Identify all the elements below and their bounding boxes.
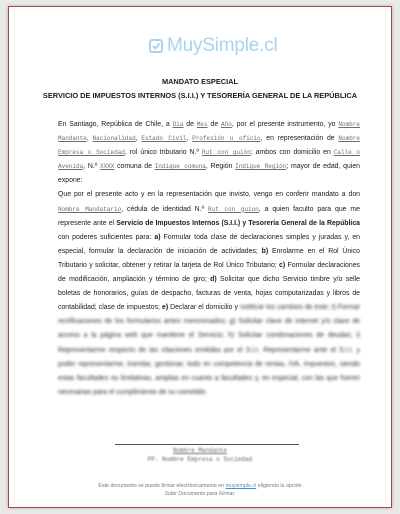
paragraph-intro: En Santiago, República de Chile, a Día de Mes de Año, por el presente instrumento, yo Nombre Mandante, Nacionalidad, Estado Civil, Profesión u oficio, en representación de Nombre Empresa o Sociedad, rol único tributario N.º Rut con guión; ambos con domicilio en Calle o Avenida, N.º XXXX comuna de Indique comuna, Región Indique Región; mayor de edad, quien expone: [58,121,360,185]
signature-line [115,444,299,445]
field-profesion[interactable]: Profesión u oficio [192,135,261,143]
document-title: MANDATO ESPECIAL [161,77,239,86]
footer-option: Subir Documento para Firmar. [164,491,236,497]
document-page [8,6,392,508]
field-estado-civil[interactable]: Estado Civil [141,135,187,143]
logo-icon [149,39,163,53]
field-empresa[interactable]: Nombre Empresa o Sociedad [58,135,360,157]
field-region[interactable]: Indique Región [235,163,287,171]
field-mes[interactable]: Mes [196,121,208,128]
field-mandatario[interactable]: Nombre Mandatario [58,205,122,213]
document-subtitle: SERVICIO DE IMPUESTOS INTERNOS (S.I.I.) Y TESORERÍA GENERAL DE LA REPÚBLICA [42,91,358,100]
field-calle[interactable]: Calle o Avenida [58,149,360,171]
blurred-preview-text: notificar los cambios de éste; f) Formar rectificaciones de los formularios antes mencionados; g) Solicitar clave de internet y/o clave de acceso a la página web que mantiene el Servicio; h) Solicitar condonaciones de deudas; i) Representarme respecto de las citaciones emitidas por el S.I.I. Representarme ante el S.I.I. y poder representarme, tramitar, gestionar, todo en competencia de rentas, IVA, impuestos, siendo estas facultades no limitativas, amplias en cuanto a facultades y, en especial, con las que fueren necesarias para el cumplimiento de su cometido. [58,304,360,396]
field-dia[interactable]: Día [172,121,184,128]
brand-logo [149,35,278,57]
field-nombre-mandante[interactable]: Nombre Mandante [58,121,360,143]
field-nacionalidad[interactable]: Nacionalidad [92,135,136,143]
logo-text: MuySimple.cl [167,35,278,56]
signature-company: PP. Nombre Empresa o Sociedad [147,456,253,463]
field-numero[interactable]: XXXX [99,163,115,171]
footer-note: Este documento se puede firmar electrónicamente en muysimple.cl eligiendo la opción [98,483,302,489]
field-anio[interactable]: Año [221,121,232,128]
paragraph-mandate: Que por el presente acto y en la representación que invisto, vengo en conferir mandato a don Nombre Mandatario, cédula de identidad N.º Rut con guion, a quien faculto para que me represente ante el Servicio de Impuestos Internos (S.I.I.) y Tesorería General de la República con poderes suficientes para: a) Formular toda clase de declaraciones simples y juradas y, en especial, formular la declaración de iniciación de actividades; b) Enrolarme en el Rol Único Tributario y solicitar, obtener y retirar la tarjeta de Rol Único Tributario; c) Formular declaraciones de modificación, ampliación y término de giro; d) Solicitar que dicho Servicio timbre y/o selle boletas de honorarios, guías de despacho, facturas de venta, hojas computarizadas y libros de contabilidad; clase de impuestos; e) Declarar el domicilio y notificar los cambios de éste; f) Formar rectificaciones de los formularios antes mencionados; g) Solicitar clave de internet y/o clave de acceso a la página web que mantiene el Servicio; h) Solicitar condonaciones de deudas; i) Representarme respecto de las citaciones emitidas por el S.I.I. Representarme ante el S.I.I. y poder representarme, tramitar, gestionar, todo en competencia de rentas, IVA, impuestos, siendo estas facultades no limitativas, amplias en cuanto a facultades y, en especial, con las que fueren necesarias para el cumplimiento de su cometido. [58,191,360,396]
document-body [58,118,360,400]
field-comuna[interactable]: Indique comuna [154,163,206,171]
field-rut-empresa[interactable]: Rut con guión [201,149,251,157]
footer-link[interactable]: muysimple.cl [225,483,257,489]
signature-name: Nombre Mandante [172,447,227,454]
entity-name: Servicio de Impuestos Internos (S.I.I.) y Tesorería General de la República [116,219,360,227]
field-rut-mandatario[interactable]: Rut con guion [208,205,259,213]
